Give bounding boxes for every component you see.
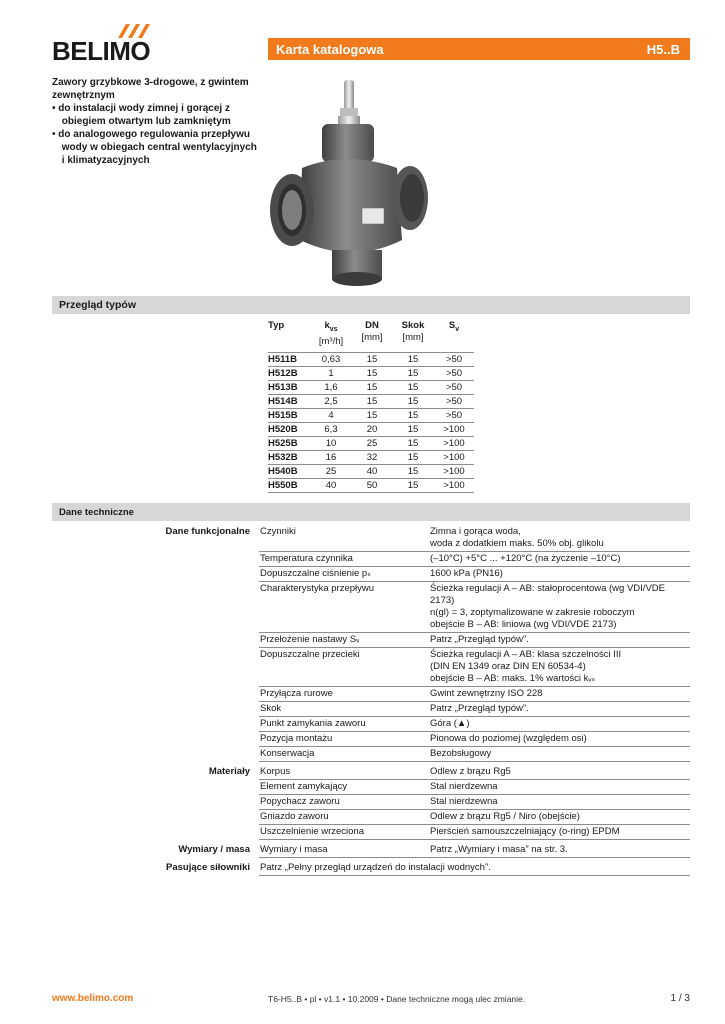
header-product: H5..B [646, 41, 680, 57]
tech-label: Element zamykający [259, 780, 429, 795]
footer-website-link[interactable]: www.belimo.com [52, 993, 134, 1004]
type-model-cell: H540B [268, 464, 310, 478]
tech-label: Uszczelnienie wrzeciona [259, 825, 429, 840]
tech-row [52, 648, 690, 687]
table-cell: 10 [310, 436, 352, 450]
table-cell: 15 [392, 366, 434, 380]
tech-category [52, 582, 259, 633]
table-cell: 6,3 [310, 422, 352, 436]
valve-photo [262, 80, 432, 290]
table-cell: 1 [310, 366, 352, 380]
tech-data-table [52, 525, 690, 876]
tech-label: Temperatura czynnika [259, 552, 429, 567]
intro-bullets [52, 102, 262, 167]
tech-category [52, 810, 259, 825]
tech-label: Dopuszczalne przecieki [259, 648, 429, 687]
section-header-tech: Dane techniczne [52, 503, 690, 521]
table-row [268, 478, 474, 492]
tech-value-line: Patrz „Przegląd typów”. [430, 703, 529, 714]
col-skok: Skok [mm] [401, 320, 425, 343]
tech-label: Dopuszczalne ciśnienie pₛ [259, 567, 429, 582]
tech-value-line: (–10°C) +5°C ... +120°C (na życzenie –10°C) [430, 553, 621, 564]
table-cell: 15 [392, 478, 434, 492]
table-row [268, 366, 474, 380]
tech-row [52, 687, 690, 702]
tech-category [52, 702, 259, 717]
tech-label: Przełożenie nastawy Sᵥ [259, 633, 429, 648]
table-row [268, 380, 474, 394]
table-cell: 15 [352, 366, 392, 380]
tech-value: Stal nierdzewna [429, 795, 690, 810]
table-cell: 15 [392, 380, 434, 394]
col-sv: $S_v$ [448, 320, 460, 333]
table-row [268, 436, 474, 450]
table-cell: 32 [352, 450, 392, 464]
tech-label: Przyłącza rurowe [259, 687, 429, 702]
tech-row [52, 717, 690, 732]
table-cell: >100 [434, 478, 474, 492]
tech-row [52, 702, 690, 717]
tech-row [52, 732, 690, 747]
type-model-cell: H514B [268, 394, 310, 408]
table-cell: 15 [392, 450, 434, 464]
tech-label: Korpus [259, 765, 429, 780]
tech-category [52, 795, 259, 810]
tech-label: Wymiary i masa [259, 843, 429, 858]
tech-row [52, 582, 690, 633]
tech-category [52, 747, 259, 762]
intro-lead: Zawory grzybkowe 3-drogowe, z gwintem zewnętrznym [52, 77, 249, 101]
tech-label: Popychacz zaworu [259, 795, 429, 810]
table-row [268, 464, 474, 478]
tech-value: Odlew z brązu Rg5 [429, 765, 690, 780]
table-cell: 4 [310, 408, 352, 422]
tech-label: Czynniki [259, 525, 429, 552]
tech-value [429, 732, 690, 747]
logo-mark-icon [114, 22, 150, 40]
table-cell: 40 [310, 478, 352, 492]
tech-label: Konserwacja [259, 747, 429, 762]
tech-category [52, 567, 259, 582]
tech-value [429, 567, 690, 582]
types-table-header [268, 320, 474, 352]
types-table [268, 320, 474, 493]
tech-label: Gniazdo zaworu [259, 810, 429, 825]
tech-row [52, 825, 690, 840]
tech-value-line: n(gl) = 3, zoptymalizowane w zakresie roboczym [430, 607, 635, 618]
table-cell: >100 [434, 450, 474, 464]
table-cell: 15 [392, 352, 434, 366]
tech-value-line: Bezobsługowy [430, 748, 492, 759]
tech-category [52, 780, 259, 795]
table-cell: 15 [352, 408, 392, 422]
tech-category [52, 732, 259, 747]
tech-value-line: obejście B – AB: maks. 1% wartości kᵥₛ [430, 673, 595, 684]
tech-value-line: obejście B – AB: liniowa (wg VDI/VDE 2173) [430, 619, 617, 630]
tech-category [52, 687, 259, 702]
table-row [268, 352, 474, 366]
type-model-cell: H512B [268, 366, 310, 380]
table-row [268, 450, 474, 464]
table-cell: 20 [352, 422, 392, 436]
table-row [268, 422, 474, 436]
table-cell: 15 [392, 436, 434, 450]
table-cell: >50 [434, 394, 474, 408]
table-cell: 15 [392, 394, 434, 408]
table-cell: >100 [434, 464, 474, 478]
tech-value-line: Patrz „Przegląd typów”. [430, 634, 529, 645]
tech-label: Skok [259, 702, 429, 717]
intro-bullet: • do instalacji wody zimnej i gorącej z obiegiem otwartym lub zamkniętym [52, 102, 262, 128]
intro-text [52, 76, 262, 167]
tech-label: Pozycja montażu [259, 732, 429, 747]
table-cell: 15 [392, 408, 434, 422]
table-cell: 15 [352, 352, 392, 366]
tech-row [52, 795, 690, 810]
tech-value-line: 2173) [430, 595, 455, 606]
tech-value [429, 525, 690, 552]
tech-category [52, 648, 259, 687]
tech-value [429, 648, 690, 687]
table-cell: >50 [434, 408, 474, 422]
type-model-cell: H525B [268, 436, 310, 450]
table-cell: 15 [392, 464, 434, 478]
table-cell: 25 [352, 436, 392, 450]
type-model-cell: H532B [268, 450, 310, 464]
tech-category: Dane funkcjonalne [165, 526, 250, 537]
tech-category [52, 633, 259, 648]
table-cell: 15 [352, 394, 392, 408]
table-cell: 16 [310, 450, 352, 464]
table-cell: 0,63 [310, 352, 352, 366]
tech-value-line: Góra (▲) [430, 718, 470, 729]
tech-value [429, 702, 690, 717]
type-model-cell: H520B [268, 422, 310, 436]
section-header-types: Przegląd typów [52, 296, 690, 314]
type-model-cell: H511B [268, 352, 310, 366]
tech-value-line: woda z dodatkiem maks. 50% obj. glikolu [430, 538, 604, 549]
footer-page-number: 1 / 3 [670, 993, 690, 1004]
type-model-cell: H515B [268, 408, 310, 422]
tech-row [52, 552, 690, 567]
type-model-cell: H550B [268, 478, 310, 492]
header-title: Karta katalogowa [276, 41, 384, 57]
tech-value [429, 687, 690, 702]
table-cell: >50 [434, 366, 474, 380]
table-cell: >50 [434, 352, 474, 366]
tech-value-line: Ścieżka regulacji A – AB: stałoprocentowa (wg VDI/VDE [430, 583, 665, 594]
table-cell: 50 [352, 478, 392, 492]
table-row [268, 408, 474, 422]
tech-value: Stal nierdzewna [429, 780, 690, 795]
tech-value [429, 717, 690, 732]
tech-value-line: (DIN EN 1349 oraz DIN EN 60534-4) [430, 661, 586, 672]
tech-row [52, 861, 690, 876]
table-cell: >100 [434, 422, 474, 436]
tech-value: Patrz „Wymiary i masa” na str. 3. [429, 843, 690, 858]
footer-doc-info: T6-H5..B • pl • v1.1 • 10.2009 • Dane techniczne mogą ulec zmianie. [268, 994, 526, 1004]
tech-value-line: Ścieżka regulacji A – AB: klasa szczelności III [430, 649, 622, 660]
table-cell: >50 [434, 380, 474, 394]
tech-value [429, 552, 690, 567]
type-model-cell: H513B [268, 380, 310, 394]
logo-text: BELIMO [52, 36, 151, 66]
tech-value-line: Zimna i gorąca woda, [430, 526, 521, 537]
tech-category [52, 825, 259, 840]
tech-row [52, 633, 690, 648]
tech-row [52, 810, 690, 825]
table-cell: 15 [352, 380, 392, 394]
tech-category [52, 717, 259, 732]
tech-row [52, 780, 690, 795]
col-dn: DN [mm] [361, 320, 383, 343]
tech-row [52, 765, 690, 780]
table-cell: 40 [352, 464, 392, 478]
table-cell: 15 [392, 422, 434, 436]
tech-value-line: Gwint zewnętrzny ISO 228 [430, 688, 543, 699]
table-row [268, 394, 474, 408]
belimo-logo [52, 22, 152, 66]
tech-row [52, 567, 690, 582]
col-typ: Typ [268, 320, 285, 331]
tech-label: Charakterystyka przepływu [259, 582, 429, 633]
tech-category [52, 552, 259, 567]
tech-value [429, 582, 690, 633]
tech-value: Pierścień samouszczelniający (o-ring) EPDM [429, 825, 690, 840]
tech-value [429, 747, 690, 762]
intro-bullet: • do analogowego regulowania przepływu wody w obiegach central wentylacyjnych i klimatyzacyjnych [52, 128, 262, 167]
col-kvs: $k_{vs}$ [m³/h] [318, 320, 344, 347]
tech-category: Pasujące siłowniki [166, 862, 250, 873]
tech-row [52, 747, 690, 762]
tech-value [429, 633, 690, 648]
tech-value: Patrz „Pełny przegląd urządzeń do instalacji wodnych”. [259, 861, 690, 876]
tech-label: Punkt zamykania zaworu [259, 717, 429, 732]
table-cell: 25 [310, 464, 352, 478]
table-cell: 2,5 [310, 394, 352, 408]
tech-value-line: 1600 kPa (PN16) [430, 568, 503, 579]
tech-category: Wymiary / masa [178, 844, 250, 855]
tech-row [52, 843, 690, 858]
header-bar [268, 38, 690, 60]
table-cell: >100 [434, 436, 474, 450]
tech-category: Materiały [208, 766, 250, 777]
tech-value-line: Pionowa do poziomej (względem osi) [430, 733, 587, 744]
tech-row [52, 525, 690, 552]
tech-value: Odlew z brązu Rg5 / Niro (obejście) [429, 810, 690, 825]
table-cell: 1,6 [310, 380, 352, 394]
